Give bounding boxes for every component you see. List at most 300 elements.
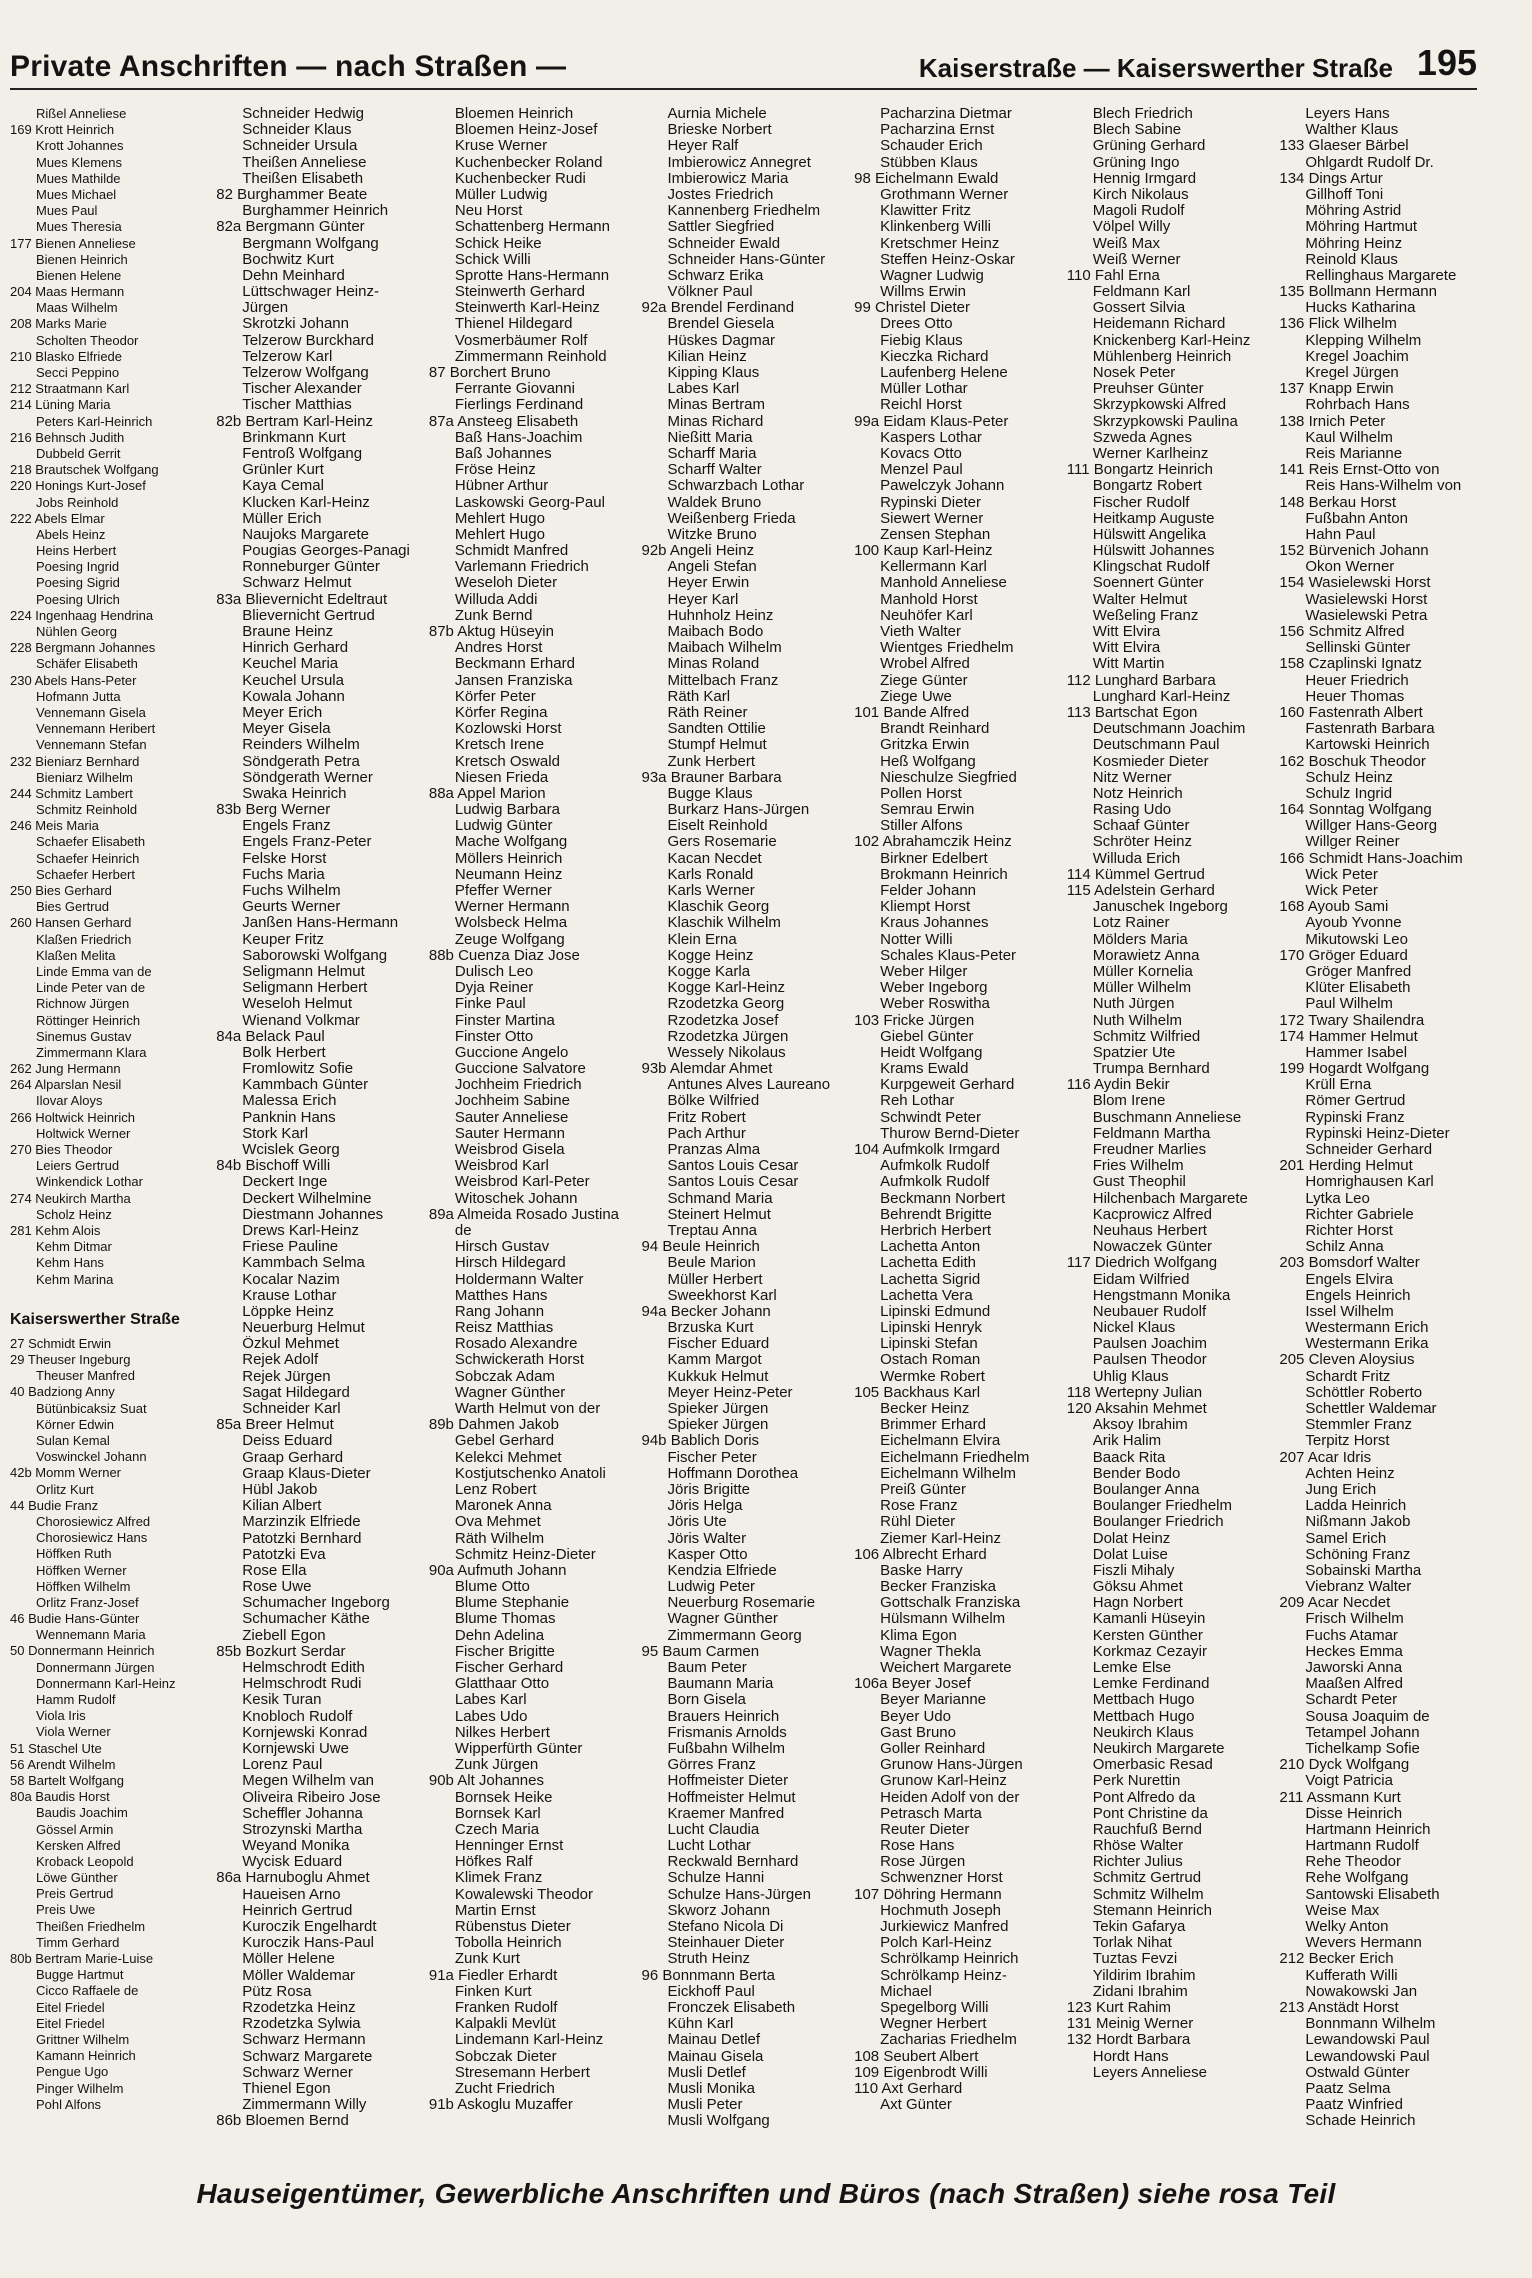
directory-entry: Bölke Wilfried xyxy=(667,1093,760,1110)
directory-entry: Weseloh Dieter xyxy=(454,575,558,592)
directory-entry: Oliveira Ribeiro Jose xyxy=(242,1789,381,1806)
directory-entry: Vennemann Heribert xyxy=(36,721,156,737)
directory-entry: 118 Wertepny Julian xyxy=(1066,1384,1203,1401)
directory-entry: Bugge Klaus xyxy=(667,785,753,802)
directory-entry: Jöris Ute xyxy=(667,1514,727,1531)
directory-entry: Schäfer Elisabeth xyxy=(36,656,138,672)
directory-entry: Tuztas Fevzi xyxy=(1092,1951,1178,1968)
directory-entry: Söndgerath Werner xyxy=(242,769,373,786)
directory-entry: Neuerburg Rosemarie xyxy=(667,1595,816,1612)
directory-entry: 86b Bloemen Bernd xyxy=(216,2113,349,2130)
directory-entry: Dolat Heinz xyxy=(1092,1530,1171,1547)
section-title: Private Anschriften — nach Straßen — xyxy=(10,50,567,83)
directory-entry: Gottschalk Franziska xyxy=(880,1595,1021,1612)
directory-entry: Morawietz Anna xyxy=(1092,947,1200,964)
directory-entry: 85a Breer Helmut xyxy=(216,1417,334,1434)
directory-entry: Weyand Monika xyxy=(242,1838,350,1855)
directory-entry: Nitz Werner xyxy=(1092,769,1172,786)
directory-entry: Stemmler Franz xyxy=(1305,1417,1413,1434)
directory-entry: Maronek Anna xyxy=(454,1498,552,1515)
directory-entry: Grüning Ingo xyxy=(1092,154,1180,171)
directory-entry: Fußbahn Wilhelm xyxy=(667,1740,786,1757)
directory-entry: Santos Louis Cesar xyxy=(667,1174,799,1191)
directory-entry: Michael xyxy=(880,1983,932,2000)
directory-entry: 103 Fricke Jürgen xyxy=(854,1012,975,1029)
directory-entry: Pengue Ugo xyxy=(36,2064,109,2080)
directory-entry: Schmitz Reinhold xyxy=(36,802,138,818)
directory-entry: Pont Alfredo da xyxy=(1092,1789,1196,1806)
directory-entry: Matthes Hans xyxy=(454,1287,548,1304)
directory-entry: Huhnholz Heinz xyxy=(667,607,774,624)
directory-entry: Ronneburger Günter xyxy=(242,559,380,576)
directory-entry: Weber Ingeborg xyxy=(880,980,988,997)
directory-entry: Lipinski Stefan xyxy=(880,1336,978,1353)
directory-entry: Disse Heinrich xyxy=(1305,1805,1403,1822)
directory-entry: Labes Karl xyxy=(667,381,740,398)
directory-column xyxy=(429,106,642,2176)
directory-entry: 201 Herding Helmut xyxy=(1279,1158,1413,1175)
directory-entry: Richnow Jürgen xyxy=(36,996,130,1012)
street-heading: Kaiserswerther Straße xyxy=(10,1311,180,1328)
directory-entry: Ludwig Peter xyxy=(667,1579,756,1596)
directory-entry: 107 Döhring Hermann xyxy=(854,1886,1002,1903)
directory-entry: Dolat Luise xyxy=(1092,1546,1168,1563)
directory-entry: Pont Christine da xyxy=(1092,1805,1208,1822)
directory-entry: Guccione Angelo xyxy=(454,1044,569,1061)
directory-entry: 99a Eidam Klaus-Peter xyxy=(854,413,1009,430)
directory-entry: Schneider Ewald xyxy=(667,235,781,252)
directory-entry: Sagat Hildegard xyxy=(242,1384,350,1401)
directory-entry: Weber Hilger xyxy=(880,963,968,980)
directory-entry: 40 Badziong Anny xyxy=(10,1384,115,1400)
directory-entry: Lenz Robert xyxy=(454,1481,537,1498)
directory-entry: Theißen Anneliese xyxy=(242,154,367,171)
directory-entry: Notz Heinrich xyxy=(1092,785,1183,802)
directory-entry: Mues Klemens xyxy=(36,154,122,170)
directory-entry: Kurpgeweit Gerhard xyxy=(880,1077,1015,1094)
directory-entry: Haueisen Arno xyxy=(242,1886,341,1903)
directory-entry: Panknin Hans xyxy=(242,1109,336,1126)
directory-entry: Nuth Jürgen xyxy=(1092,996,1175,1013)
directory-entry: 260 Hansen Gerhard xyxy=(10,915,132,931)
directory-entry: Warth Helmut von der xyxy=(454,1401,601,1417)
directory-entry: Grittner Wilhelm xyxy=(36,2031,130,2047)
directory-entry: Wagner Günther xyxy=(454,1384,566,1401)
directory-entry: Kamanli Hüseyin xyxy=(1092,1611,1206,1628)
directory-entry: Schwarz Erika xyxy=(667,267,764,284)
directory-entry: Heinrich Gertrud xyxy=(242,1902,353,1919)
directory-entry: 141 Reis Ernst-Otto von xyxy=(1279,462,1440,479)
directory-entry: Hagn Norbert xyxy=(1092,1595,1183,1612)
directory-entry: Lüttschwager Heinz- xyxy=(242,284,379,301)
directory-entry: Blech Sabine xyxy=(1092,122,1182,139)
directory-entry: Grunow Karl-Heinz xyxy=(880,1773,1007,1790)
directory-entry: Schmitz Wilfried xyxy=(1092,1028,1201,1045)
directory-entry: Nosek Peter xyxy=(1092,365,1176,381)
directory-entry: Labes Udo xyxy=(454,1708,528,1725)
directory-entry: Wevers Hermann xyxy=(1305,1935,1422,1952)
directory-entry: Linde Peter van de xyxy=(36,980,146,996)
directory-entry: Wasielewski Petra xyxy=(1305,607,1428,624)
directory-entry: Schattenberg Hermann xyxy=(454,219,610,236)
directory-entry: Hirsch Gustav xyxy=(454,1239,550,1256)
directory-entry: Patotzki Bernhard xyxy=(242,1530,362,1547)
directory-entry: Antunes Alves Laureano xyxy=(667,1077,831,1094)
directory-entry: Mühlenberg Heinrich xyxy=(1092,348,1232,365)
directory-entry: Musli Wolfgang xyxy=(667,2113,770,2130)
directory-entry: Gebel Gerhard xyxy=(454,1433,555,1450)
directory-entry: Röttinger Heinrich xyxy=(36,1012,141,1028)
directory-entry: Hordt Hans xyxy=(1092,2048,1169,2065)
directory-entry: 82b Bertram Karl-Heinz xyxy=(216,413,373,430)
directory-entry: Manhold Horst xyxy=(880,591,978,608)
directory-entry: 112 Lunghard Barbara xyxy=(1066,672,1216,689)
directory-entry: 230 Abels Hans-Peter xyxy=(10,672,137,688)
directory-entry: 156 Schmitz Alfred xyxy=(1279,624,1405,640)
directory-entry: Schöttler Roberto xyxy=(1305,1384,1423,1401)
directory-entry: Orlitz Kurt xyxy=(36,1481,94,1497)
directory-entry: Lachetta Anton xyxy=(880,1239,981,1256)
directory-entry: Möller Waldemar xyxy=(242,1967,356,1984)
directory-entry: Steinhauer Dieter xyxy=(667,1935,785,1952)
directory-entry: 244 Schmitz Lambert xyxy=(10,785,133,801)
directory-entry: Naujoks Margarete xyxy=(242,526,369,543)
directory-entry: Körner Edwin xyxy=(36,1416,115,1432)
directory-entry: Torlak Nihat xyxy=(1092,1935,1172,1952)
directory-entry: Neuerburg Helmut xyxy=(242,1320,365,1337)
directory-entry: 274 Neukirch Martha xyxy=(10,1190,131,1206)
directory-entry: Weber Roswitha xyxy=(880,996,990,1013)
directory-entry: Czech Maria xyxy=(454,1821,540,1838)
directory-entry: 114 Kümmel Gertrud xyxy=(1066,866,1205,883)
directory-entry: Rohrbach Hans xyxy=(1305,397,1410,414)
directory-entry: 105 Backhaus Karl xyxy=(854,1384,981,1401)
directory-entry: Fröse Heinz xyxy=(454,462,536,479)
directory-entry: Richter Gabriele xyxy=(1305,1206,1414,1223)
directory-entry: 89a Almeida Rosado Justina xyxy=(428,1206,619,1223)
directory-entry: Zunk Kurt xyxy=(454,1951,520,1968)
directory-entry: Mues Paul xyxy=(36,203,98,219)
directory-entry: Schauder Erich xyxy=(880,138,983,155)
directory-entry: Fuchs Wilhelm xyxy=(242,883,341,899)
directory-entry: Kamann Heinrich xyxy=(36,2048,136,2064)
directory-entry: Theißen Elisabeth xyxy=(242,170,364,187)
directory-entry: Cicco Raffaele de xyxy=(36,1983,139,1999)
directory-entry: Poesing Sigrid xyxy=(36,575,120,591)
directory-entry: Donnermann Jürgen xyxy=(36,1659,155,1675)
directory-entry: 270 Bies Theodor xyxy=(10,1142,113,1157)
directory-entry: Göksu Ahmet xyxy=(1092,1579,1183,1596)
directory-entry: Klüter Elisabeth xyxy=(1305,980,1411,997)
directory-entry: Preiß Günter xyxy=(880,1481,966,1498)
directory-entry: Kretschmer Heinz xyxy=(880,235,1000,252)
directory-entry: Siewert Werner xyxy=(880,510,984,527)
directory-entry: Franken Rudolf xyxy=(454,1999,558,2016)
directory-entry: Sinemus Gustav xyxy=(36,1028,132,1044)
directory-entry: Heyer Erwin xyxy=(667,575,750,592)
directory-entry: 131 Meinig Werner xyxy=(1066,2016,1194,2033)
directory-entry: Grunow Hans-Jürgen xyxy=(880,1757,1023,1774)
directory-entry: Hülsmann Wilhelm xyxy=(880,1611,1006,1628)
directory-entry: Dyja Reiner xyxy=(454,980,534,997)
directory-entry: Hamm Rudolf xyxy=(36,1692,116,1707)
directory-entry: Theuser Manfred xyxy=(36,1368,135,1384)
directory-entry: Paulsen Theodor xyxy=(1092,1352,1207,1369)
directory-entry: Drews Karl-Heinz xyxy=(242,1222,359,1239)
directory-entry: 83b Berg Werner xyxy=(216,802,331,819)
directory-entry: Beyer Marianne xyxy=(880,1692,987,1709)
directory-entry: Neukirch Klaus xyxy=(1092,1724,1194,1741)
directory-entry: Zunk Herbert xyxy=(667,753,756,770)
directory-entry: Magoli Rudolf xyxy=(1092,203,1185,220)
directory-entry: Hilchenbach Margarete xyxy=(1092,1190,1248,1207)
directory-entry: Telzerow Wolfgang xyxy=(242,365,369,381)
directory-entry: 115 Adelstein Gerhard xyxy=(1066,883,1215,899)
directory-entry: Wasielewski Horst xyxy=(1305,591,1428,608)
directory-entry: Januschek Ingeborg xyxy=(1092,899,1228,916)
directory-entry: 138 Irnich Peter xyxy=(1279,413,1386,430)
directory-entry: Becker Franziska xyxy=(880,1579,996,1596)
directory-entry: Zimmermann Willy xyxy=(242,2097,367,2114)
directory-entry: Engels Elvira xyxy=(1305,1271,1393,1288)
directory-entry: Tischer Alexander xyxy=(242,381,362,398)
directory-entry: Steinwerth Karl-Heinz xyxy=(454,300,600,317)
directory-entry: Arik Halim xyxy=(1092,1433,1162,1450)
directory-entry: Niesen Frieda xyxy=(454,769,549,786)
directory-entry: Szweda Agnes xyxy=(1092,429,1192,446)
directory-entry: Keuchel Maria xyxy=(242,656,339,673)
directory-entry: Heckes Emma xyxy=(1305,1643,1403,1660)
directory-entry: Gossert Silvia xyxy=(1092,300,1186,317)
directory-entry: Heyer Ralf xyxy=(667,138,739,155)
directory-entry: 90a Aufmuth Johann xyxy=(428,1562,567,1579)
directory-entry: 80a Baudis Horst xyxy=(10,1789,110,1805)
directory-entry: Eickhoff Paul xyxy=(667,1983,755,2000)
directory-entry: Baumann Maria xyxy=(667,1676,774,1693)
directory-entry: Samel Erich xyxy=(1305,1530,1387,1547)
directory-entry: 91a Fiedler Erhardt xyxy=(428,1967,558,1984)
directory-entry: Lewandowski Paul xyxy=(1305,2048,1430,2065)
directory-entry: Bochwitz Kurt xyxy=(242,251,334,268)
directory-entry: Beule Marion xyxy=(667,1255,756,1272)
directory-entry: Guccione Salvatore xyxy=(454,1061,586,1078)
directory-entry: Donnermann Karl-Heinz xyxy=(36,1675,176,1691)
directory-entry: Viola Iris xyxy=(36,1708,86,1724)
directory-entry: Müller Kornelia xyxy=(1092,963,1193,980)
directory-entry: Rejek Adolf xyxy=(242,1352,319,1369)
directory-entry: Wick Peter xyxy=(1305,866,1378,883)
directory-entry: Baß Hans-Joachim xyxy=(454,429,583,446)
directory-entry: 172 Twary Shailendra xyxy=(1279,1012,1425,1029)
directory-entry: 84a Belack Paul xyxy=(216,1028,325,1045)
directory-entry: Goller Reinhard xyxy=(880,1740,986,1757)
directory-entry: Eichelmann Elvira xyxy=(880,1433,1001,1450)
directory-entry: Schneider Ursula xyxy=(242,138,358,155)
directory-entry: Vieth Walter xyxy=(880,624,961,640)
directory-entry: Heyer Karl xyxy=(667,591,739,608)
directory-entry: Witt Elvira xyxy=(1092,624,1161,640)
directory-entry: Ayoub Yvonne xyxy=(1305,915,1402,932)
directory-entry: Kowala Johann xyxy=(242,688,345,705)
directory-entry: Okon Werner xyxy=(1305,559,1395,576)
directory-entry: Preis Uwe xyxy=(36,1902,96,1918)
directory-entry: Notter Willi xyxy=(880,931,953,948)
directory-entry: 99 Christel Dieter xyxy=(854,300,971,317)
directory-entry: Boulanger Friedrich xyxy=(1092,1514,1224,1531)
directory-entry: Eitel Friedel xyxy=(36,1999,105,2015)
directory-entry: Kersten Günther xyxy=(1092,1627,1203,1644)
directory-entry: Jobs Reinhold xyxy=(36,494,119,510)
directory-entry: 210 Blasko Elfriede xyxy=(10,348,123,364)
directory-entry: 220 Honings Kurt-Josef xyxy=(10,478,146,494)
directory-entry: Baudis Joachim xyxy=(36,1805,128,1821)
directory-entry: Hennig Irmgard xyxy=(1092,170,1197,187)
directory-entry: 58 Bartelt Wolfgang xyxy=(10,1772,124,1788)
directory-entry: 94a Becker Johann xyxy=(641,1303,771,1320)
directory-entry: Paatz Selma xyxy=(1305,2080,1391,2097)
directory-entry: Klima Egon xyxy=(880,1627,957,1644)
directory-entry: Pohl Alfons xyxy=(36,2096,102,2112)
directory-entry: Willms Erwin xyxy=(880,284,966,301)
directory-entry: Krause Lothar xyxy=(242,1287,337,1304)
directory-entry: Sobczak Dieter xyxy=(454,2048,557,2065)
directory-entry: Perk Nurettin xyxy=(1092,1773,1181,1790)
directory-entry: Skworz Johann xyxy=(667,1902,771,1919)
directory-entry: Pougias Georges-Panagi xyxy=(242,543,410,560)
directory-entry: 262 Jung Hermann xyxy=(10,1061,121,1077)
directory-entry: Mainau Gisela xyxy=(667,2048,764,2065)
directory-entry: Zacharias Friedhelm xyxy=(880,2032,1017,2049)
directory-entry: Saborowski Wolfgang xyxy=(242,947,388,964)
directory-entry: Leyers Hans xyxy=(1305,106,1390,122)
directory-entry: Burghammer Heinrich xyxy=(242,203,389,220)
directory-entry: Ziege Günter xyxy=(880,672,968,689)
directory-entry: Finke Paul xyxy=(454,996,526,1013)
directory-entry: Paul Wilhelm xyxy=(1305,996,1393,1013)
directory-entry: 216 Behnsch Judith xyxy=(10,429,125,445)
directory-entry: Rauchfuß Bernd xyxy=(1092,1821,1202,1838)
directory-entry: Bienen Heinrich xyxy=(36,251,128,267)
directory-entry: Pranzas Alma xyxy=(667,1142,761,1158)
directory-entry: Schmitz Heinz-Dieter xyxy=(454,1546,596,1563)
directory-entry: Ostwald Günter xyxy=(1305,2064,1410,2081)
directory-entry: Jochheim Friedrich xyxy=(454,1077,582,1094)
directory-entry: Graap Klaus-Dieter xyxy=(242,1465,371,1482)
directory-entry: Bongartz Robert xyxy=(1092,478,1202,495)
directory-entry: Marzinzik Elfriede xyxy=(242,1514,361,1531)
directory-entry: Reinders Wilhelm xyxy=(242,737,360,754)
directory-entry: Kilian Albert xyxy=(242,1498,322,1515)
directory-entry: Glatthaar Otto xyxy=(454,1676,550,1693)
directory-entry: Rasing Udo xyxy=(1092,802,1172,819)
page-number: 195 xyxy=(1416,42,1477,83)
directory-entry: Jürgen xyxy=(242,300,289,317)
directory-entry: Klepping Wilhelm xyxy=(1305,332,1422,349)
directory-entry: 87a Ansteeg Elisabeth xyxy=(428,413,579,430)
header-rule xyxy=(10,88,1477,90)
directory-entry: Völpel Willy xyxy=(1092,219,1171,236)
directory-entry: Bloemen Heinrich xyxy=(454,106,574,122)
directory-entry: Bonnmann Wilhelm xyxy=(1305,2016,1436,2033)
directory-entry: Wagner Thekla xyxy=(880,1643,982,1660)
directory-entry: Jöris Brigitte xyxy=(667,1481,751,1498)
directory-entry: Friese Pauline xyxy=(242,1239,339,1256)
directory-entry: Hüskes Dagmar xyxy=(667,332,776,349)
directory-entry: Fischer Gerhard xyxy=(454,1660,564,1676)
directory-entry: Kilian Heinz xyxy=(667,348,747,365)
directory-entry: Heß Wolfgang xyxy=(880,753,976,770)
directory-entry: Henninger Ernst xyxy=(454,1838,564,1855)
directory-entry: Lachetta Sigrid xyxy=(880,1271,981,1288)
directory-entry: Brimmer Erhard xyxy=(880,1417,986,1434)
directory-entry: Ziege Uwe xyxy=(880,688,952,705)
directory-entry: Blech Friedrich xyxy=(1092,106,1193,122)
directory-entry: 203 Bomsdorf Walter xyxy=(1279,1255,1420,1272)
directory-entry: Heins Herbert xyxy=(36,543,117,559)
directory-entry: Spieker Jürgen xyxy=(667,1417,769,1434)
directory-entry: Kühn Karl xyxy=(667,2016,734,2033)
directory-entry: 82a Bergmann Günter xyxy=(216,219,365,236)
directory-entry: 87 Borchert Bruno xyxy=(428,365,551,381)
directory-entry: Weise Max xyxy=(1305,1902,1380,1919)
directory-entry: Gers Rosemarie xyxy=(667,834,777,851)
directory-entry: 281 Kehm Alois xyxy=(10,1222,101,1238)
directory-entry: Aufmkolk Rudolf xyxy=(880,1174,990,1191)
directory-entry: Kuroczik Hans-Paul xyxy=(242,1935,374,1952)
directory-entry: Preis Gertrud xyxy=(36,1886,114,1902)
directory-entry: Mittelbach Franz xyxy=(667,672,779,689)
directory-entry: Schwarzbach Lothar xyxy=(667,478,805,495)
directory-entry: Jung Erich xyxy=(1305,1481,1377,1498)
directory-entry: Dubbeld Gerrit xyxy=(36,445,121,461)
directory-entry: Achten Heinz xyxy=(1305,1465,1395,1482)
directory-entry: Nowaczek Günter xyxy=(1092,1239,1212,1256)
directory-entry: 134 Dings Artur xyxy=(1279,170,1383,187)
directory-entry: Heitkamp Auguste xyxy=(1092,510,1215,527)
directory-entry: Räth Karl xyxy=(667,688,731,705)
directory-entry: Brieske Norbert xyxy=(667,122,772,139)
directory-entry: Engels Franz-Peter xyxy=(242,834,372,851)
directory-entry: Tobolla Heinrich xyxy=(454,1935,562,1952)
directory-entry: Kasper Otto xyxy=(667,1546,748,1563)
directory-entry: Kufferath Willi xyxy=(1305,1967,1398,1984)
directory-entry: Korkmaz Cezayir xyxy=(1092,1643,1207,1660)
directory-entry: Uhlig Klaus xyxy=(1092,1368,1169,1385)
directory-entry: Söndgerath Petra xyxy=(242,753,360,770)
directory-entry: Kovacs Otto xyxy=(880,445,962,462)
directory-entry: Bugge Hartmut xyxy=(36,1967,124,1983)
directory-entry: Bender Bodo xyxy=(1092,1465,1181,1482)
directory-entry: 92b Angeli Heinz xyxy=(641,543,755,560)
directory-entry: Schaefer Herbert xyxy=(36,866,135,882)
directory-entry: 133 Glaeser Bärbel xyxy=(1279,138,1409,155)
directory-entry: Treptau Anna xyxy=(667,1222,758,1239)
directory-entry: 264 Alparslan Nesil xyxy=(10,1077,122,1093)
directory-entry: Jostes Friedrich xyxy=(667,186,774,203)
directory-entry: Giebel Günter xyxy=(880,1028,974,1045)
directory-entry: Sellinski Günter xyxy=(1305,640,1411,657)
directory-entry: Kaspers Lothar xyxy=(880,429,982,446)
directory-column xyxy=(642,106,855,2176)
directory-entry: 51 Staschel Ute xyxy=(10,1740,102,1756)
directory-entry: Aurnia Michele xyxy=(667,106,767,122)
directory-entry: Stiller Alfons xyxy=(880,818,963,835)
directory-entry: Schulz Heinz xyxy=(1305,769,1393,786)
directory-entry: Seligmann Helmut xyxy=(242,963,365,980)
directory-entry: Labes Karl xyxy=(454,1692,527,1709)
directory-entry: Hoffmeister Dieter xyxy=(667,1773,789,1790)
directory-entry: Rypinski Franz xyxy=(1305,1109,1405,1126)
